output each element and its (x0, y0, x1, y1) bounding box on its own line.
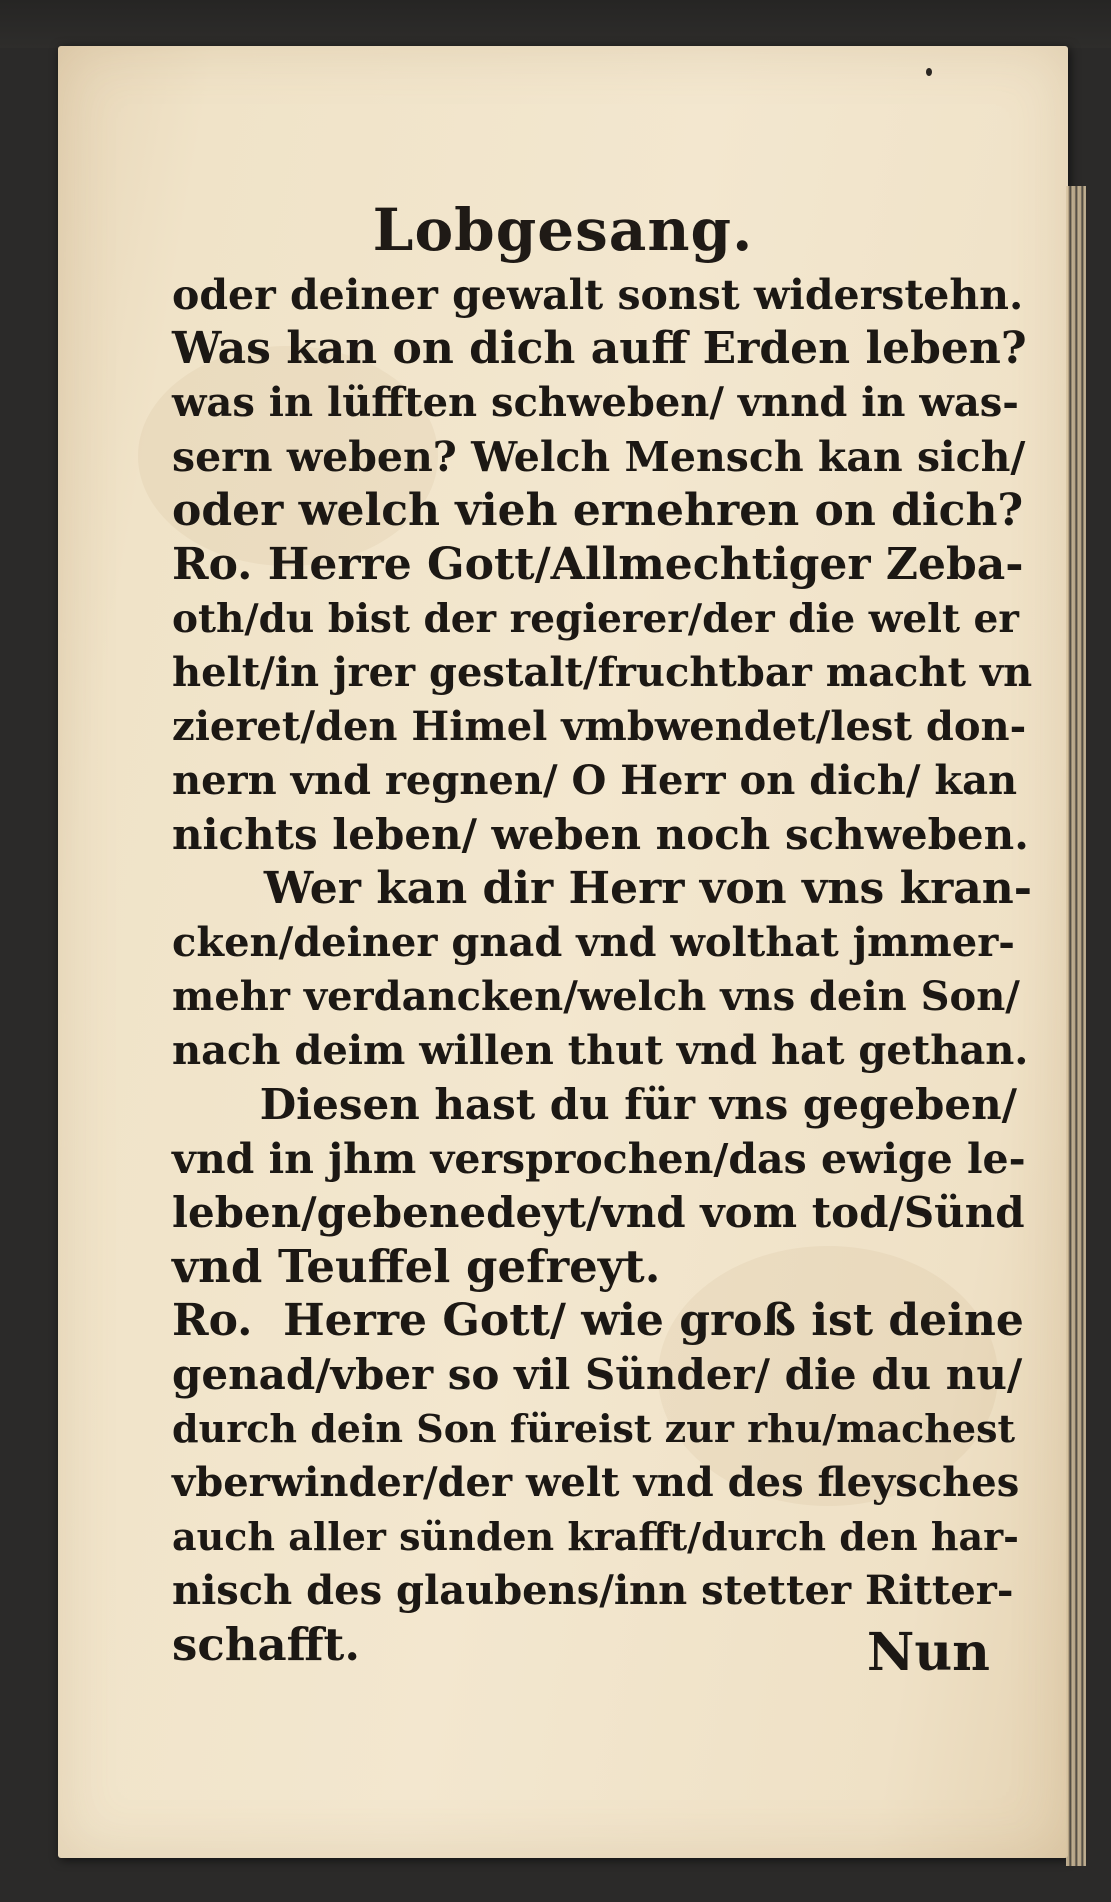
ink-speck (926, 68, 932, 76)
scan-backdrop (0, 0, 1111, 48)
text-line: cken/deiner gnad vnd wolthat jmmer- (172, 919, 1015, 966)
text-line: schafft. (172, 1618, 360, 1671)
text-line: nisch des glaubens/inn stetter Ritter- (172, 1567, 1014, 1614)
text-line: nern vnd regnen/ O Herr on dich/ kan (172, 757, 1018, 804)
text-line: durch dein Son füreist zur rhu/machest (172, 1406, 1016, 1451)
book-page (58, 46, 1068, 1858)
text-line: nach deim willen thut vnd hat gethan. (172, 1027, 1029, 1074)
text-line: oder deiner gewalt sonst widerstehn. (172, 271, 1024, 319)
text-line: oder welch vieh ernehren on dich? (172, 485, 1024, 536)
text-line: Ro. Herre Gott/Allmechtiger Zeba- (172, 539, 1024, 590)
text-line: Diesen hast du für vns gegeben/ (172, 1080, 1018, 1129)
text-line: helt/in jrer gestalt/fruchtbar macht vn (172, 649, 1033, 696)
catchword: Nun (866, 1622, 990, 1683)
page-edge (1066, 186, 1086, 1866)
text-line: Was kan on dich auff Erden leben? (172, 323, 1027, 374)
running-header: Lobgesang. (372, 196, 754, 264)
text-line: leben/gebenedeyt/vnd vom tod/Sünd (172, 1188, 1025, 1237)
text-line: sern weben? Welch Mensch kan sich/ (172, 433, 1026, 481)
text-line: auch aller sünden krafft/durch den har- (172, 1514, 1019, 1559)
text-line: vnd Teuffel gefreyt. (172, 1240, 661, 1293)
text-line: Ro. Herre Gott/ wie groß ist deine (172, 1295, 1024, 1346)
text-line: mehr verdancken/welch vns dein Son/ (172, 973, 1020, 1020)
text-line: oth/du bist der regierer/der die welt er (172, 596, 1019, 642)
text-line: Wer kan dir Herr von vns kran- (172, 863, 1033, 914)
body-text (172, 268, 1032, 1672)
text-line: genad/vber so vil Sünder/ die du nu/ (172, 1350, 1023, 1399)
text-line: vnd in jhm versprochen/das ewige le- (172, 1135, 1026, 1183)
text-line: zieret/den Himel vmbwendet/lest don- (172, 703, 1027, 750)
text-line: vberwinder/der welt vnd des fleysches (172, 1459, 1020, 1506)
text-line: was in lüfften schweben/ vnnd in was- (172, 379, 1019, 426)
text-line: nichts leben/ weben noch schweben. (172, 810, 1029, 859)
